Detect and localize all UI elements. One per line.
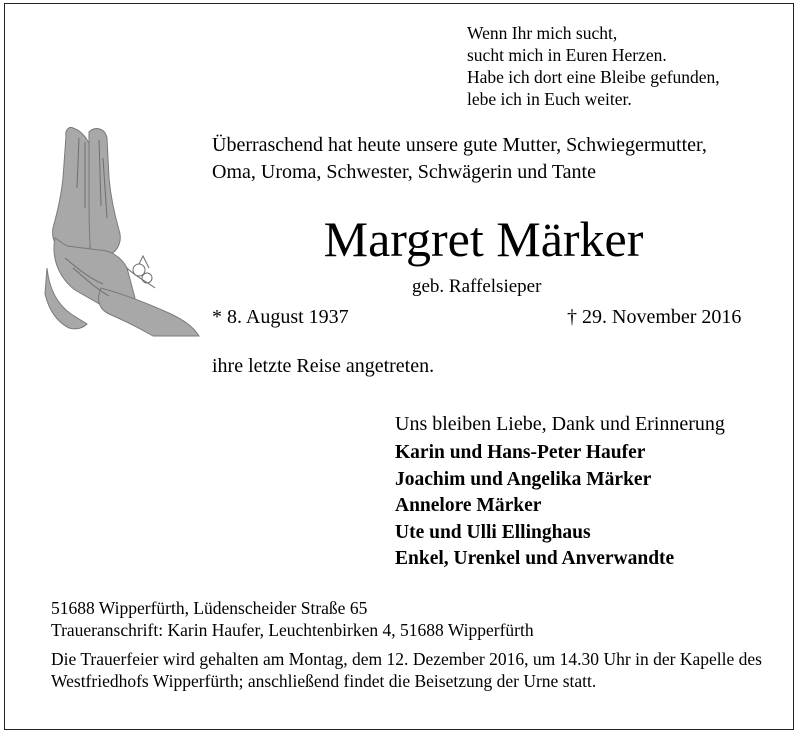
ceremony-text: Die Trauerfeier wird gehalten am Montag, dem 12. Dezember 2016, um 14.30 Uhr in der Kapelle des Westfriedhofs Wipperfürth; anschließend findet die Beisetzung der Urne statt. bbox=[51, 649, 762, 691]
residence-address: 51688 Wipperfürth, Lüdenscheider Straße 65 bbox=[51, 598, 368, 618]
mourner: Enkel, Urenkel und Anverwandte bbox=[395, 548, 675, 569]
poem-line: Wenn Ihr mich sucht, bbox=[467, 23, 618, 43]
intro-line: Oma, Uroma, Schwester, Schwägerin und Tante bbox=[212, 161, 596, 183]
intro-text bbox=[212, 132, 707, 186]
poem-line: Habe ich dort eine Bleibe gefunden, bbox=[467, 67, 720, 87]
mourner: Ute und Ulli Ellinghaus bbox=[395, 521, 591, 543]
maiden-name: geb. Raffelsieper bbox=[412, 276, 542, 297]
mourner: Karin und Hans-Peter Haufer bbox=[395, 442, 646, 463]
mourning-address: Traueranschrift: Karin Haufer, Leuchtenbirken 4, 51688 Wipperfürth bbox=[51, 620, 534, 640]
deceased-name: Margret Märker bbox=[323, 211, 644, 267]
death-date: † 29. November 2016 bbox=[567, 306, 742, 328]
poem-line: sucht mich in Euren Herzen. bbox=[467, 45, 667, 65]
address-block bbox=[51, 597, 534, 641]
thanks-text: Uns bleiben Liebe, Dank und Erinnerung bbox=[395, 413, 725, 435]
obituary-notice bbox=[4, 3, 794, 730]
poem bbox=[467, 22, 720, 110]
poem-line: lebe ich in Euch weiter. bbox=[467, 89, 632, 109]
mourners-list bbox=[395, 440, 674, 573]
intro-line: Überraschend hat heute unsere gute Mutter, Schwiegermutter, bbox=[212, 134, 707, 156]
mourner: Annelore Märker bbox=[395, 495, 542, 516]
journey-text: ihre letzte Reise angetreten. bbox=[212, 355, 435, 377]
birth-date: * 8. August 1937 bbox=[212, 306, 349, 328]
mourner: Joachim und Angelika Märker bbox=[395, 468, 652, 490]
